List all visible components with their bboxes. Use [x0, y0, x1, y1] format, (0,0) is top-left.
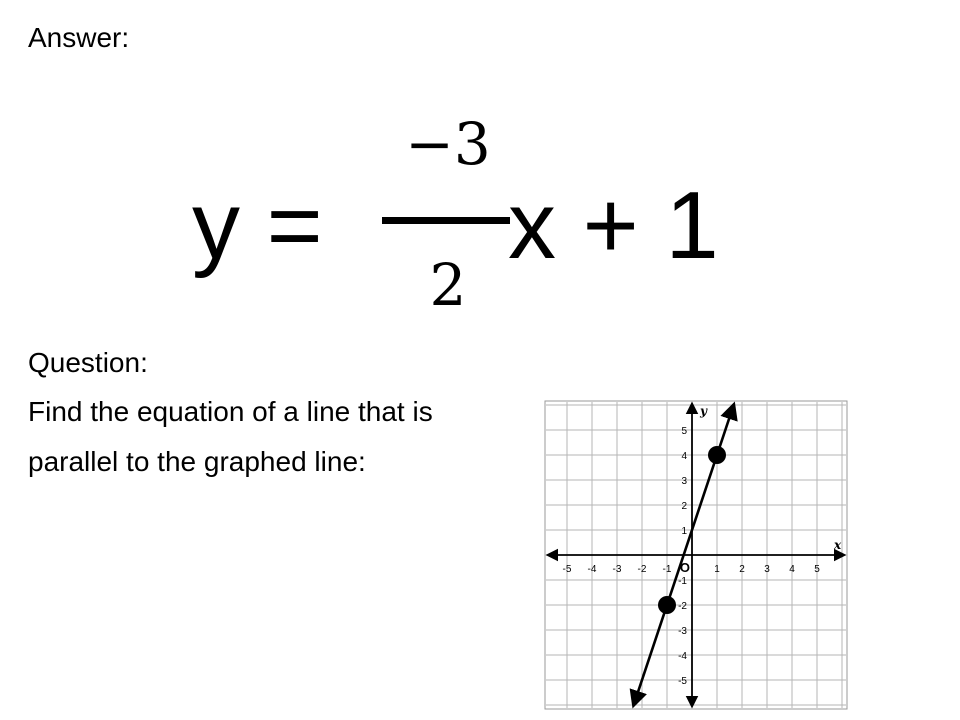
y-tick-label: 4 — [681, 451, 687, 462]
y-tick-label: -1 — [678, 576, 687, 587]
x-tick-label: -4 — [587, 564, 597, 575]
x-tick-label: -3 — [612, 564, 622, 575]
graph-svg — [544, 400, 848, 710]
y-tick-label: -3 — [678, 626, 687, 637]
y-tick-label: -4 — [678, 651, 687, 662]
y-tick-label: -2 — [678, 601, 687, 612]
answer-equation — [192, 110, 792, 340]
y-tick-label: 2 — [681, 501, 687, 512]
x-axis-label: x — [834, 538, 842, 552]
x-tick-label: 2 — [739, 564, 745, 575]
y-tick-label: -5 — [678, 676, 687, 687]
x-tick-label: -1 — [662, 564, 672, 575]
graph-point — [708, 446, 726, 464]
graph-point — [658, 596, 676, 614]
equation-rhs: x + 1 — [508, 172, 719, 279]
x-tick-label: 3 — [764, 564, 770, 575]
y-tick-label: 1 — [681, 526, 687, 537]
fraction-numerator: −3 — [405, 110, 491, 178]
x-tick-label: -2 — [637, 564, 647, 575]
origin-label: O — [679, 560, 690, 575]
y-tick-label: 5 — [681, 426, 687, 437]
x-tick-label: 5 — [814, 564, 820, 575]
x-tick-label: 4 — [789, 564, 795, 575]
fraction-denominator: 2 — [429, 251, 467, 319]
y-tick-label: 3 — [681, 476, 687, 487]
fraction-bar — [382, 217, 510, 224]
answer-label: Answer: — [28, 22, 130, 53]
question-label: Question: — [28, 347, 148, 378]
equation-lhs: y = — [192, 172, 323, 279]
x-tick-label: 1 — [714, 564, 720, 575]
y-axis-label: y — [700, 404, 707, 418]
x-tick-label: -5 — [562, 564, 572, 575]
question-text-line-1: Find the equation of a line that is — [28, 396, 433, 427]
question-text-line-2: parallel to the graphed line: — [28, 446, 366, 477]
coordinate-graph — [544, 400, 848, 710]
